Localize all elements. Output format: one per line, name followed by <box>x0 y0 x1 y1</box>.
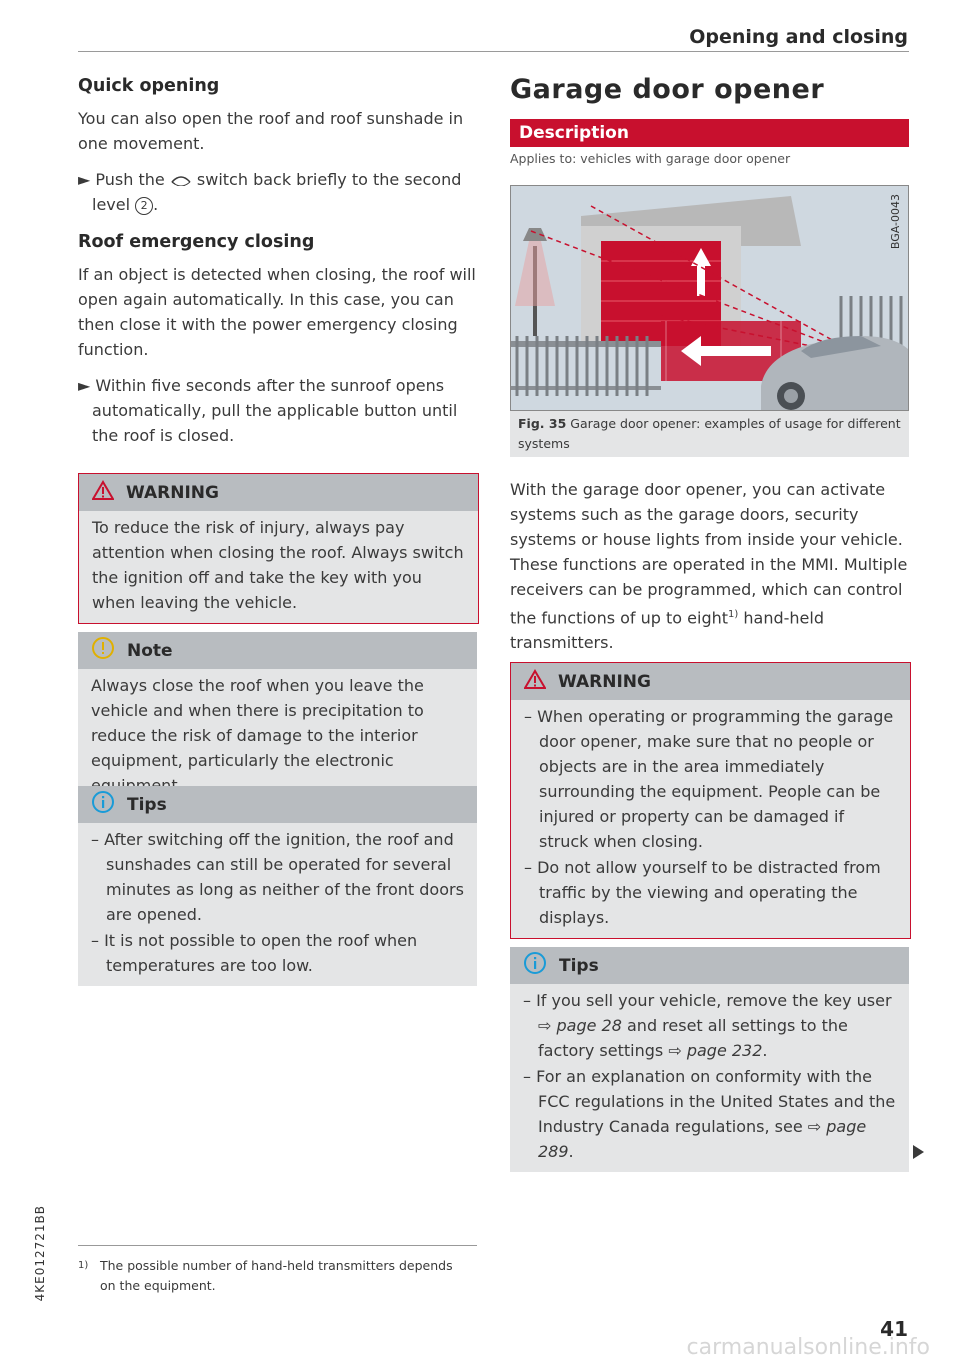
step-end: . <box>153 195 159 214</box>
running-header: Opening and closing <box>689 26 908 48</box>
page-28-link[interactable]: ⇨ page 28 <box>538 1016 622 1035</box>
document-code: 4KE012721BB <box>33 1205 47 1302</box>
garage-warning-item: – When operating or programming the garage door opener, make sure that no people or objects are in the area immediately surrounding the equipment. People can be injured or property can be damaged if struck when closing. <box>524 707 894 851</box>
tips-item: – It is not possible to open the roof when temperatures are too low. <box>91 931 418 975</box>
garage-illustration <box>511 186 909 411</box>
garage-tips-item <box>523 1064 896 1164</box>
garage-tips-header <box>510 947 909 984</box>
tips-title: Tips <box>127 794 167 815</box>
description-text: With the garage door opener, you can activate systems such as the garage doors, security systems or house lights from inside your vehicle. These functions are operated in the MMI. Multiple receivers can be programmed, which can control the functions of up to eight <box>510 480 908 628</box>
applies-to: Applies to: vehicles with garage door opener <box>510 151 791 166</box>
warning-title: WARNING <box>126 482 219 503</box>
description-text-end: hand-held transmitters. <box>510 608 824 653</box>
quick-opening-para: You can also open the roof and roof sunshade in one movement. <box>78 109 464 153</box>
continue-arrow-icon <box>913 1145 924 1159</box>
garage-tips-item <box>523 988 896 1063</box>
footnote <box>78 1256 477 1296</box>
note-box <box>78 632 477 806</box>
warning-triangle-icon <box>524 669 546 694</box>
garage-tips-box <box>510 947 909 1172</box>
info-icon <box>91 790 115 819</box>
footnote-rule <box>78 1245 477 1246</box>
warning-box <box>78 473 479 624</box>
switch-icon <box>170 170 192 189</box>
tips-item: – After switching off the ignition, the roof and sunshades can still be operated for several minutes as long as neither of the front doors are opened. <box>91 830 464 924</box>
page-232-link[interactable]: ⇨ page 232 <box>668 1041 763 1060</box>
step-prefix: ► Push the <box>78 170 165 189</box>
figure-caption <box>510 411 909 457</box>
page-289-link[interactable]: ⇨ page 289 <box>538 1117 867 1161</box>
garage-tips-title: Tips <box>559 955 599 976</box>
quick-opening-section <box>78 76 477 448</box>
garage-description <box>510 477 909 655</box>
quick-opening-step <box>78 167 477 217</box>
tips-item-end: . <box>568 1142 574 1161</box>
figure-caption-text: Garage door opener: examples of usage for different systems <box>518 416 901 451</box>
garage-tips-body <box>510 984 909 1172</box>
warning-header <box>79 474 478 511</box>
figure-code: BGA-0043 <box>889 194 902 250</box>
tips-item-text: – If you sell your vehicle, remove the key user <box>523 991 892 1010</box>
note-body: Always close the roof when you leave the vehicle and when there is precipitation to reduce the risk of damage to the interior equipment, particularly the electronic <box>78 669 477 806</box>
level-number-badge: 2 <box>135 197 153 215</box>
tips-item-text-mid: and reset all settings to the factory settings <box>538 1016 848 1060</box>
garage-warning-item: – Do not allow yourself to be distracted from traffic by the viewing and operating the displays. <box>524 858 881 927</box>
emergency-heading: Roof emergency closing <box>78 232 315 252</box>
emergency-para: If an object is detected when closing, the roof will open again automatically. In this case, you can then close it with the power emergency closing function. <box>78 265 476 359</box>
warning-triangle-icon <box>92 480 114 505</box>
garage-section <box>510 74 909 166</box>
garage-warning-box <box>510 662 911 939</box>
note-header <box>78 632 477 669</box>
tips-body <box>78 823 477 986</box>
tips-box <box>78 786 477 986</box>
warning-body: To reduce the risk of injury, always pay attention when closing the roof. Always switch the ignition off and take the key with you when leaving the vehicle. <box>79 511 478 623</box>
page-title: Garage door opener <box>510 74 825 105</box>
caution-circle-icon <box>91 636 115 665</box>
tips-header <box>78 786 477 823</box>
garage-warning-title: WARNING <box>558 671 651 692</box>
footnote-mark: 1) <box>78 1260 89 1271</box>
note-title: Note <box>127 640 173 661</box>
emergency-step: ► Within five seconds after the sunroof opens automatically, pull the applicable button until the roof is closed. <box>78 376 458 445</box>
header-rule <box>78 51 909 52</box>
quick-opening-heading: Quick opening <box>78 76 220 96</box>
page-number: 41 <box>880 1317 908 1341</box>
tips-item-end: . <box>762 1041 768 1060</box>
figure-label: Fig. 35 <box>518 416 567 431</box>
figure-illustration <box>510 185 909 411</box>
garage-warning-body <box>511 700 910 938</box>
garage-warning-header <box>511 663 910 700</box>
info-icon <box>523 951 547 980</box>
watermark: carmanualsonline.info <box>686 1335 930 1360</box>
footnote-reference: 1) <box>728 609 739 620</box>
step-middle: switch back briefly to the second level <box>92 170 462 214</box>
footnote-text: The possible number of hand-held transmitters depends on the equipment. <box>100 1258 453 1293</box>
section-bar: Description <box>510 119 909 147</box>
tips-item-text: – For an explanation on conformity with the FCC regulations in the United States and the Industry Canada regulations, see <box>523 1067 896 1136</box>
